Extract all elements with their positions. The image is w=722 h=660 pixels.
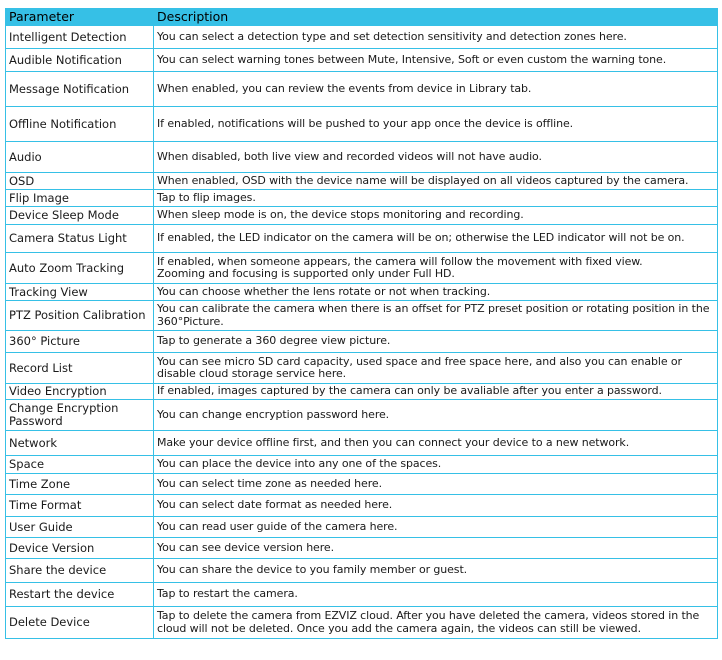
parameter-cell: Intelligent Detection (6, 26, 154, 49)
description-cell: You can calibrate the camera when there is an offset for PTZ preset position or rotating position in the 360°Picture. (154, 301, 718, 331)
table-row (6, 456, 718, 474)
description-cell: When sleep mode is on, the device stops monitoring and recording. (154, 207, 718, 225)
table-row (6, 142, 718, 173)
header-description: Description (154, 9, 718, 26)
table-row (6, 431, 718, 456)
description-cell: You can select a detection type and set detection sensitivity and detection zones here. (154, 26, 718, 49)
parameter-cell: Device Version (6, 538, 154, 559)
description-cell: You can place the device into any one of the spaces. (154, 456, 718, 474)
table-row (6, 353, 718, 384)
parameter-cell: Video Encryption (6, 384, 154, 400)
parameter-cell: Network (6, 431, 154, 456)
table-row (6, 26, 718, 49)
parameter-cell: OSD (6, 173, 154, 190)
description-cell: You can change encryption password here. (154, 400, 718, 431)
table-row (6, 72, 718, 107)
parameter-cell: Audible Notification (6, 49, 154, 72)
parameter-cell: Time Zone (6, 474, 154, 495)
table-row (6, 49, 718, 72)
table-row (6, 583, 718, 607)
parameter-cell: Auto Zoom Tracking (6, 253, 154, 284)
table-row (6, 538, 718, 559)
table-row (6, 607, 718, 639)
description-cell: You can see micro SD card capacity, used space and free space here, and also you can enable or disable cloud storage service here. (154, 353, 718, 384)
description-cell: You can read user guide of the camera here. (154, 517, 718, 538)
table-row (6, 207, 718, 225)
parameter-cell: Restart the device (6, 583, 154, 607)
description-cell: When enabled, you can review the events from device in Library tab. (154, 72, 718, 107)
header-parameter: Parameter (6, 9, 154, 26)
parameter-cell: Message Notification (6, 72, 154, 107)
parameter-cell: Space (6, 456, 154, 474)
parameter-cell: Time Format (6, 495, 154, 517)
table-row (6, 331, 718, 353)
table-row (6, 517, 718, 538)
description-cell: You can select time zone as needed here. (154, 474, 718, 495)
description-cell: If enabled, notifications will be pushed to your app once the device is offline. (154, 107, 718, 142)
parameter-cell: Tracking View (6, 284, 154, 301)
description-cell: You can see device version here. (154, 538, 718, 559)
table-row (6, 559, 718, 583)
description-cell: You can share the device to you family member or guest. (154, 559, 718, 583)
description-cell: Make your device offline first, and then you can connect your device to a new network. (154, 431, 718, 456)
description-cell: Tap to delete the camera from EZVIZ cloud. After you have deleted the camera, videos stored in the cloud will not be deleted. Once you add the camera again, the videos can still be viewed. (154, 607, 718, 639)
table-row (6, 400, 718, 431)
parameter-cell: PTZ Position Calibration (6, 301, 154, 331)
parameter-cell: Audio (6, 142, 154, 173)
table-row (6, 190, 718, 207)
description-cell: When enabled, OSD with the device name will be displayed on all videos captured by the camera. (154, 173, 718, 190)
table-row (6, 284, 718, 301)
table-row (6, 301, 718, 331)
description-cell: You can select warning tones between Mute, Intensive, Soft or even custom the warning tone. (154, 49, 718, 72)
table-row (6, 225, 718, 253)
parameter-cell: Device Sleep Mode (6, 207, 154, 225)
table-row (6, 474, 718, 495)
table-row (6, 173, 718, 190)
description-line: Zooming and focusing is supported only under Full HD. (157, 267, 455, 280)
table-row (6, 107, 718, 142)
table-row (6, 495, 718, 517)
parameter-cell: Change Encryption Password (6, 400, 154, 431)
description-cell: Tap to generate a 360 degree view picture. (154, 331, 718, 353)
description-cell: When disabled, both live view and recorded videos will not have audio. (154, 142, 718, 173)
table-row (6, 384, 718, 400)
parameter-cell: Record List (6, 353, 154, 384)
description-cell: Tap to restart the camera. (154, 583, 718, 607)
description-cell: You can select date format as needed here. (154, 495, 718, 517)
parameter-cell: Flip Image (6, 190, 154, 207)
parameter-cell: 360° Picture (6, 331, 154, 353)
parameter-cell: Offline Notification (6, 107, 154, 142)
parameter-cell: Camera Status Light (6, 225, 154, 253)
description-cell: Tap to flip images. (154, 190, 718, 207)
parameter-table (5, 8, 718, 639)
description-cell (154, 253, 718, 284)
parameter-cell: Share the device (6, 559, 154, 583)
description-cell: If enabled, images captured by the camera can only be avaliable after you enter a password. (154, 384, 718, 400)
description-cell: You can choose whether the lens rotate or not when tracking. (154, 284, 718, 301)
table-header-row (6, 9, 718, 26)
table-row (6, 253, 718, 284)
description-line: If enabled, when someone appears, the camera will follow the movement with fixed view. (157, 254, 643, 268)
parameter-cell: Delete Device (6, 607, 154, 639)
parameter-cell: User Guide (6, 517, 154, 538)
description-cell: If enabled, the LED indicator on the camera will be on; otherwise the LED indicator will not be on. (154, 225, 718, 253)
